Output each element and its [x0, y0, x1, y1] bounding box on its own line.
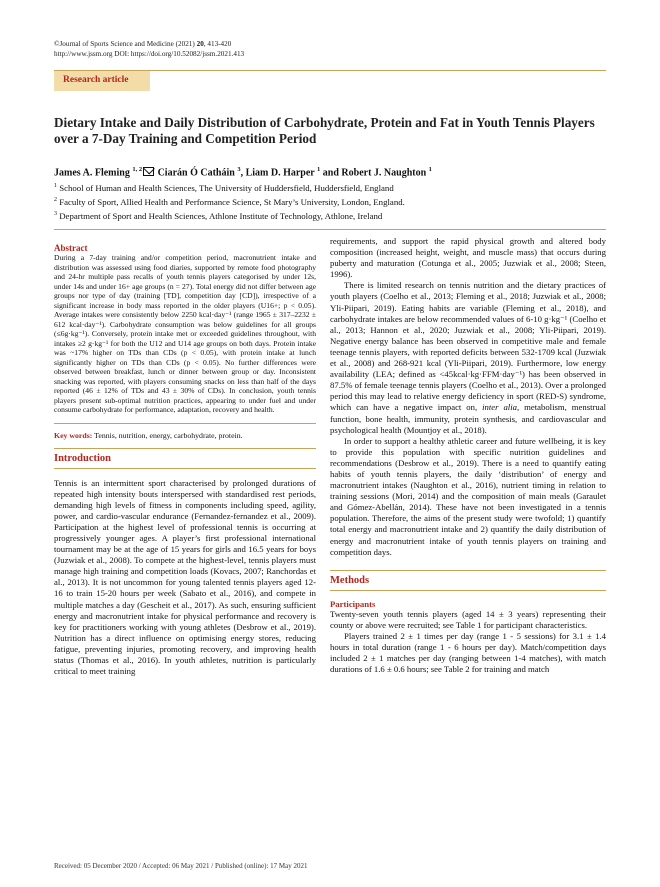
- article-type-label: Research article: [54, 71, 150, 91]
- author-name: Ciarán Ó Catháin: [155, 167, 238, 179]
- affiliation-text: Department of Sport and Health Sciences, Athlone Institute of Technology, Athlone, Ireland: [57, 210, 383, 221]
- keywords-label: Key words:: [54, 430, 93, 440]
- methods-paragraph-1: Twenty-seven youth tennis players (aged 14 ± 3 years) representing their county or above were recruited; see Table 1 for participant characteristics.: [330, 608, 606, 630]
- paragraph-text: There is limited research on tennis nutrition and the dietary practices of youth players (Coelho et al., 2013; Fleming et al., 2018; Juzwiak et al., 2008; Yli-Piipari, 2019). Eating habits are variable (Fleming et al., 2018), and carbohydrate intakes are below recommended values of 6-10 g·kg⁻¹ (Coelho et al., 2013; Hannon et al., 2020; Juzwiak et al., 2008; Yli-Piipari, 2019). Negative energy balance has been observed in competitive male and female teenage tennis players, with reported deficits between 532-1709 kcal (Juzwiak et al., 2008) and 268-921 kcal (Yli-Piipari, 2019). Furthermore, low energy availability (LEA; defined as <45kcal·kg·FFM·day⁻¹) has been observed in 87.5% of female teenage tennis players (Coelho et al., 2013). Over a prolonged period this may lead to relative energy deficiency in sport (RED-S) syndrome, which can have a negative impact on,: [330, 280, 606, 413]
- left-column: [54, 236, 316, 677]
- affiliation-sup: 3: [54, 210, 57, 217]
- paragraph-italic: inter alia,: [482, 402, 520, 413]
- paragraph-text: metabolism, menstrual function, bone health, immunity, protein synthesis, and cardiovascular and psychological health (Mountjoy et al., 2018).: [330, 402, 606, 435]
- abstract-heading: Abstract: [54, 243, 88, 253]
- email-icon[interactable]: [143, 167, 154, 176]
- journal-volume: 20: [196, 40, 204, 48]
- author-name: and Robert J. Naughton: [320, 167, 429, 179]
- subsection-heading-participants: Participants: [330, 598, 376, 609]
- keywords-text: Tennis, nutrition, energy, carbohydrate, protein.: [92, 430, 243, 440]
- affiliations: [54, 180, 405, 222]
- author-affil-sup: 3: [237, 166, 241, 173]
- affiliation-sup: 1: [54, 183, 57, 189]
- intro-paragraph-1-continued: requirements, and support the rapid physical growth and altered body composition (increased height, weight, and muscle mass) that occurs during puberty and maturation (Cotunga et al., 2005; Juzwiak et al., 2008; Steen, 1996).: [330, 236, 606, 280]
- section-heading-methods: Methods: [330, 570, 606, 591]
- author-affil-sup: 1: [317, 166, 321, 173]
- article-type-bar: [54, 70, 606, 92]
- article-footer: Received: 05 December 2020 / Accepted: 06 May 2021 / Published (online): 17 May 2021: [54, 862, 308, 870]
- affiliation-item: [54, 208, 405, 222]
- right-column: [330, 236, 606, 675]
- intro-paragraph-2: [330, 280, 606, 435]
- affiliation-sup: 2: [54, 196, 57, 203]
- author-affil-sup: 1, 2: [132, 166, 143, 173]
- affiliation-item: [54, 194, 405, 208]
- author-list: [54, 166, 432, 178]
- keywords: [54, 431, 316, 440]
- affiliation-text: School of Human and Health Sciences, The University of Huddersfield, Huddersfield, England: [57, 182, 394, 193]
- journal-pages: , 413-420: [203, 40, 232, 48]
- journal-header: [54, 40, 244, 59]
- affiliation-text: Faculty of Sport, Allied Health and Performance Science, St Mary’s University, London, England.: [57, 196, 405, 207]
- intro-paragraph-1: Tennis is an intermittent sport characterised by prolonged durations of repeated high intensity bouts interspersed with standardised rest periods, demanding high levels of fitness in components including speed, agility, power, and cardio-vascular endurance (Fernandez-fernandez et al., 2009). Participation at the highest level of professional tennis is occurring at progressively younger ages. A player’s first professional international tournament may be at the age of 15 years for girls and 16.5 years for boys (Juzwiak et al., 2008). To compete at the highest-level, tennis players must manage high training and competition loads (Kovacs, 2007; Ranchordas et al., 2013). It is not uncommon for young talented tennis players aged 12-16 to train 15-20 hours per week (Sabato et al., 2016), and compete in multiple matches a day (Gescheit et al., 2017). As such, ensuring sufficient energy and macronutrient intake for physical performance and recovery is key for practitioners working with young athletes (Desbrow et al., 2019). Nutrition has a direct influence on optimising energy stores, reducing fatigue, preventing injuries, promoting recovery, and improving health status (Thomas et al., 2016). In youth athletes, nutrition is particularly critical to meet training: [54, 477, 316, 677]
- journal-citation: ©Journal of Sports Science and Medicine (2021): [54, 40, 197, 48]
- article-title: Dietary Intake and Daily Distribution of Carbohydrate, Protein and Fat in Youth Tennis Players over a 7-Day Training and Competition Period: [54, 115, 595, 146]
- intro-paragraph-3: In order to support a healthy athletic career and future wellbeing, it is key to provide this population with specific nutrition guidelines and recommendations (Desbrow et al., 2019). There is a need to quantify eating habits of youth tennis players, the daily ‘distribution’ of energy and macronutrient intakes (Naughton et al., 2016), nutrient timing in relation to training sessions (Mori, 2014) and the composition of main meals (Garaulet and Gómez-Abellán, 2014). These have not been investigated in a tennis population. Therefore, the aims of the present study were twofold; 1) quantify total energy and macronutrient intake and 2) quantify the daily distribution of energy and macronutrient intake of youth tennis players on training and competition days.: [330, 435, 606, 557]
- methods-paragraph-2: Players trained 2 ± 1 times per day (range 1 - 5 sessions) for 3.1 ± 1.4 hours in total duration (range 1 - 6 hours per day). Match/competition days included 2 ± 1 matches per day (ranging between 1-4 matches), with match durations of 1.6 ± 0.6 hours; see Table 2 for training and match: [330, 630, 606, 675]
- author-name: James A. Fleming: [54, 167, 133, 179]
- affiliation-item: [54, 180, 405, 194]
- header-divider: [54, 229, 606, 230]
- journal-url[interactable]: http://www.jssm.org DOI: https://doi.org/10.52082/jssm.2021.413: [54, 49, 245, 58]
- section-heading-introduction: Introduction: [54, 448, 316, 469]
- author-affil-sup: 1: [428, 166, 432, 173]
- author-name: , Liam D. Harper: [240, 167, 318, 179]
- keywords-divider: [54, 423, 316, 424]
- abstract-text: During a 7-day training and/or competition period, macronutrient intake and distribution was assessed using food diaries, supported by remote food photography and 24-hr multiple pass recalls of youth tennis players categorised by under 12s, under 14s and under 16+ age groups (n = 27). Total energy did not differ between age groups nor type of day (training [TD], competition day [CD]), irrespective of a significant increase in body mass reported in the older players (U16+; p < 0.05). Average intakes were consistently below 2250 kcal·day⁻¹ (range 1965 ± 317–2232 ± 612 kcal·day⁻¹). Carbohydrate consumption was below guidelines for all groups (≤6g·kg⁻¹). Conversely, protein intake met or exceeded guidelines throughout, with intakes ≥2 g·kg⁻¹ for both the U12 and U14 age groups on both days. Protein intake was ~17% higher on TDs than CDs (p < 0.05), with protein intake at lunch significantly higher on TDs than CDs (p < 0.05). No further differences were observed between breakfast, lunch or dinner between group or day. Inconsistent snacking was reported, with players consuming snacks on less than half of the days reported (46 ± 12% of TDs and 43 ± 30% of CDs). In conclusion, youth tennis players present sub-optimal nutrition practices, appearing to under fuel and under consume carbohydrate for performance, adaptation, recovery and health.: [54, 253, 316, 414]
